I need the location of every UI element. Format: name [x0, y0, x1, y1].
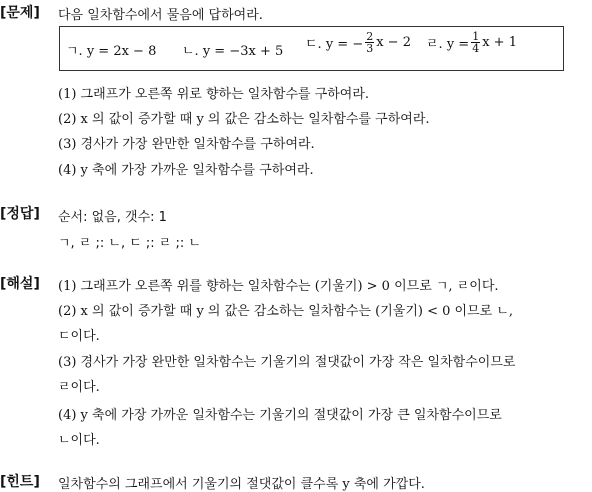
function-c-fraction — [365, 31, 374, 54]
explanation-line-7: ㄴ이다. — [58, 433, 100, 448]
function-c-suffix: x − 2 — [376, 35, 411, 50]
function-c-numerator: 2 — [366, 30, 374, 43]
question-2: (2) x 의 값이 증가할 때 y 의 값은 감소하는 일차함수를 구하여라. — [58, 112, 430, 127]
question-1: (1) 그래프가 오른쪽 위로 향하는 일차함수를 구하여라. — [58, 87, 370, 102]
function-d — [426, 31, 517, 54]
function-d-numerator: 1 — [472, 30, 480, 43]
function-d-denominator: 4 — [472, 42, 480, 55]
function-c — [305, 31, 411, 54]
function-c-prefix: ㄷ. y = − — [305, 37, 364, 52]
function-b: ㄴ. y = −3x + 5 — [182, 44, 284, 59]
question-4: (4) y 축에 가장 가까운 일차함수를 구하여라. — [58, 163, 314, 178]
hint-text: 일차함수의 그래프에서 기울기의 절댓값이 클수록 y 축에 가깝다. — [58, 477, 425, 492]
explanation-line-3: ㄷ이다. — [58, 329, 100, 344]
explanation-line-4: (3) 경사가 가장 완만한 일차함수는 기울기의 절댓값이 가장 작은 일차함수이므로 — [58, 355, 516, 370]
answer-values: ㄱ, ㄹ ;: ㄴ, ㄷ ;: ㄹ ;: ㄴ — [58, 236, 201, 251]
explanation-tag: [해설] — [0, 276, 40, 292]
function-d-fraction — [471, 31, 480, 54]
explanation-line-6: (4) y 축에 가장 가까운 일차함수는 기울기의 절댓값이 가장 큰 일차함수이므로 — [58, 408, 502, 423]
problem-intro: 다음 일차함수에서 물음에 답하여라. — [58, 8, 263, 23]
functions-box — [59, 26, 564, 71]
explanation-line-2: (2) x 의 값이 증가할 때 y 의 값은 감소하는 일차함수는 (기울기) < 0 이므로 ㄴ, — [58, 304, 514, 319]
function-d-prefix: ㄹ. y = — [426, 37, 470, 52]
explanation-line-1: (1) 그래프가 오른쪽 위를 향하는 일차함수는 (기울기) > 0 이므로 ㄱ, ㄹ이다. — [58, 279, 499, 294]
answer-meta: 순서: 없음, 갯수: 1 — [58, 210, 167, 225]
explanation-line-5: ㄹ이다. — [58, 380, 100, 395]
function-c-denominator: 3 — [366, 42, 374, 55]
problem-tag: [문제] — [0, 5, 40, 21]
hint-tag: [힌트] — [0, 474, 40, 490]
function-d-suffix: x + 1 — [482, 35, 517, 50]
function-a: ㄱ. y = 2x − 8 — [66, 44, 157, 59]
answer-tag: [정답] — [0, 206, 40, 222]
question-3: (3) 경사가 가장 완만한 일차함수를 구하여라. — [58, 137, 315, 152]
